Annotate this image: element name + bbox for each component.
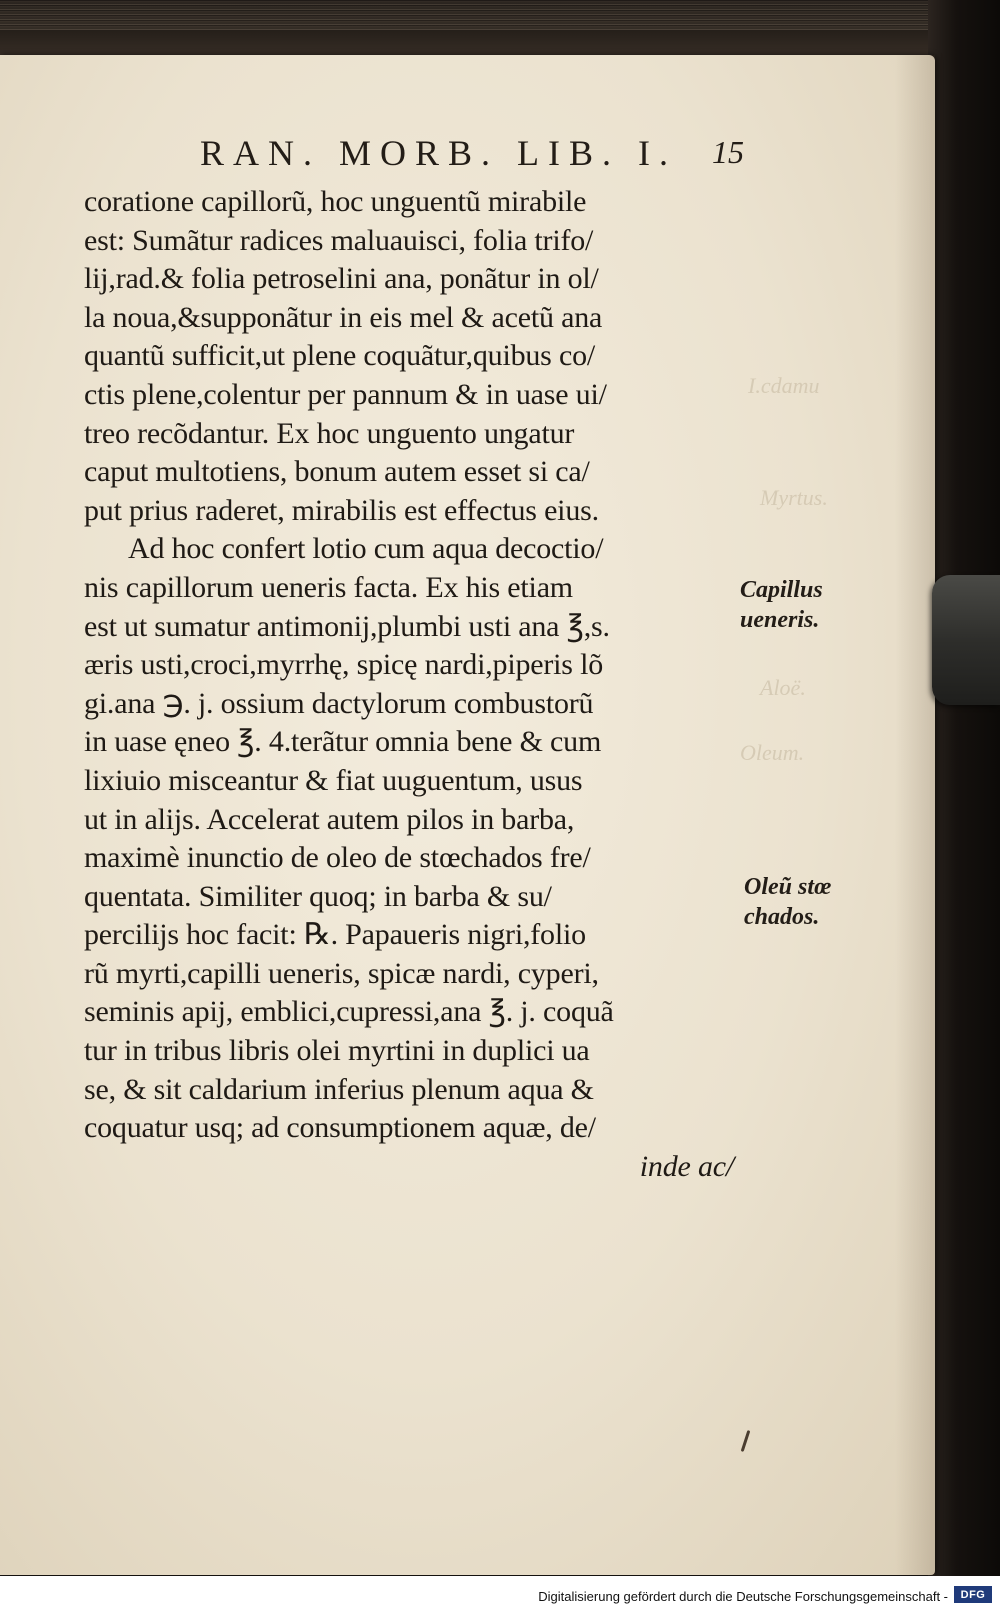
book-binding-right [928, 0, 1000, 1610]
margin-note-line: Capillus [740, 577, 823, 603]
text-line: coquatur usq; ad consumptionem aquæ, de/ [84, 1111, 596, 1145]
text-line: Ad hoc confert lotio cum aqua decoctio/ [128, 532, 604, 566]
text-line: se, & sit caldarium inferius plenum aqua & [84, 1072, 594, 1106]
body-text [84, 183, 734, 1186]
text-line: quentata. Similiter quoq; in barba & su/ [84, 879, 552, 913]
text-line: nis capillorum ueneris facta. Ex his etiam [84, 570, 573, 604]
margin-note-line: chados. [744, 904, 820, 930]
text-line: seminis apij, emblici,cupressi,ana ℥. j. coquã [84, 995, 614, 1029]
page-edges [0, 0, 960, 30]
text-line: tur in tribus libris olei myrtini in duplici ua [84, 1034, 590, 1068]
text-line: est: Sumãtur radices maluauisci, folia trifo/ [84, 223, 594, 257]
text-line: quantũ sufficit,ut plene coquãtur,quibus co/ [84, 339, 595, 373]
show-through-text: Oleum. [740, 740, 805, 765]
margin-note-oleum [744, 872, 831, 932]
show-through-text: Myrtus. [760, 485, 828, 510]
text-line: ctis plene,colentur per pannum & in uase ui/ [84, 377, 607, 411]
text-line: in uase ęneo ℥. 4.terãtur omnia bene & cum [84, 725, 602, 759]
text-line: maximè inunctio de oleo de stœchados fre/ [84, 841, 591, 875]
text-line: treo recõdantur. Ex hoc unguento ungatur [84, 416, 575, 450]
margin-note-capillus [740, 575, 823, 635]
text-line: lixiuio misceantur & fiat uuguentum, usus [84, 763, 583, 797]
footer-bar [0, 1576, 1000, 1610]
margin-note-line: ueneris. [740, 607, 820, 633]
footer-credit: Digitalisierung gefördert durch die Deutsche Forschungsgemeinschaft - [538, 1589, 948, 1604]
catchword: inde ac/ [639, 1149, 734, 1183]
show-through-text: I.cdamu [748, 373, 820, 398]
running-head: RAN. MORB. LIB. I. [200, 133, 678, 173]
page-number: 15 [712, 134, 744, 170]
text-line: put prius raderet, mirabilis est effectus eius. [84, 493, 599, 527]
text-line: la noua,&supponãtur in eis mel & acetũ ana [84, 300, 603, 334]
text-line: percilijs hoc facit: ℞. Papaueris nigri,folio [84, 918, 586, 952]
text-line: gi.ana ℈. j. ossium dactylorum combustorũ [84, 686, 594, 720]
text-line: coratione capillorũ, hoc unguentũ mirabile [84, 185, 587, 218]
text-line: rũ myrti,capilli ueneris, spicæ nardi, cyperi, [84, 956, 599, 990]
margin-note-line: Oleũ stœ [744, 874, 832, 900]
text-line: æris usti,croci,myrrhę, spicę nardi,piperis lõ [84, 648, 604, 682]
text-line: est ut sumatur antimonij,plumbi usti ana ℥,s. [84, 609, 610, 643]
dfg-logo: DFG [954, 1586, 992, 1603]
text-line: ut in alijs. Accelerat autem pilos in barba, [84, 802, 575, 836]
page-clip [932, 575, 1000, 705]
text-line: lij,rad.& folia petroselini ana, ponãtur in ol/ [84, 262, 599, 296]
show-through-text: Aloë. [760, 675, 806, 700]
text-line: caput multotiens, bonum autem esset si ca/ [84, 455, 590, 489]
